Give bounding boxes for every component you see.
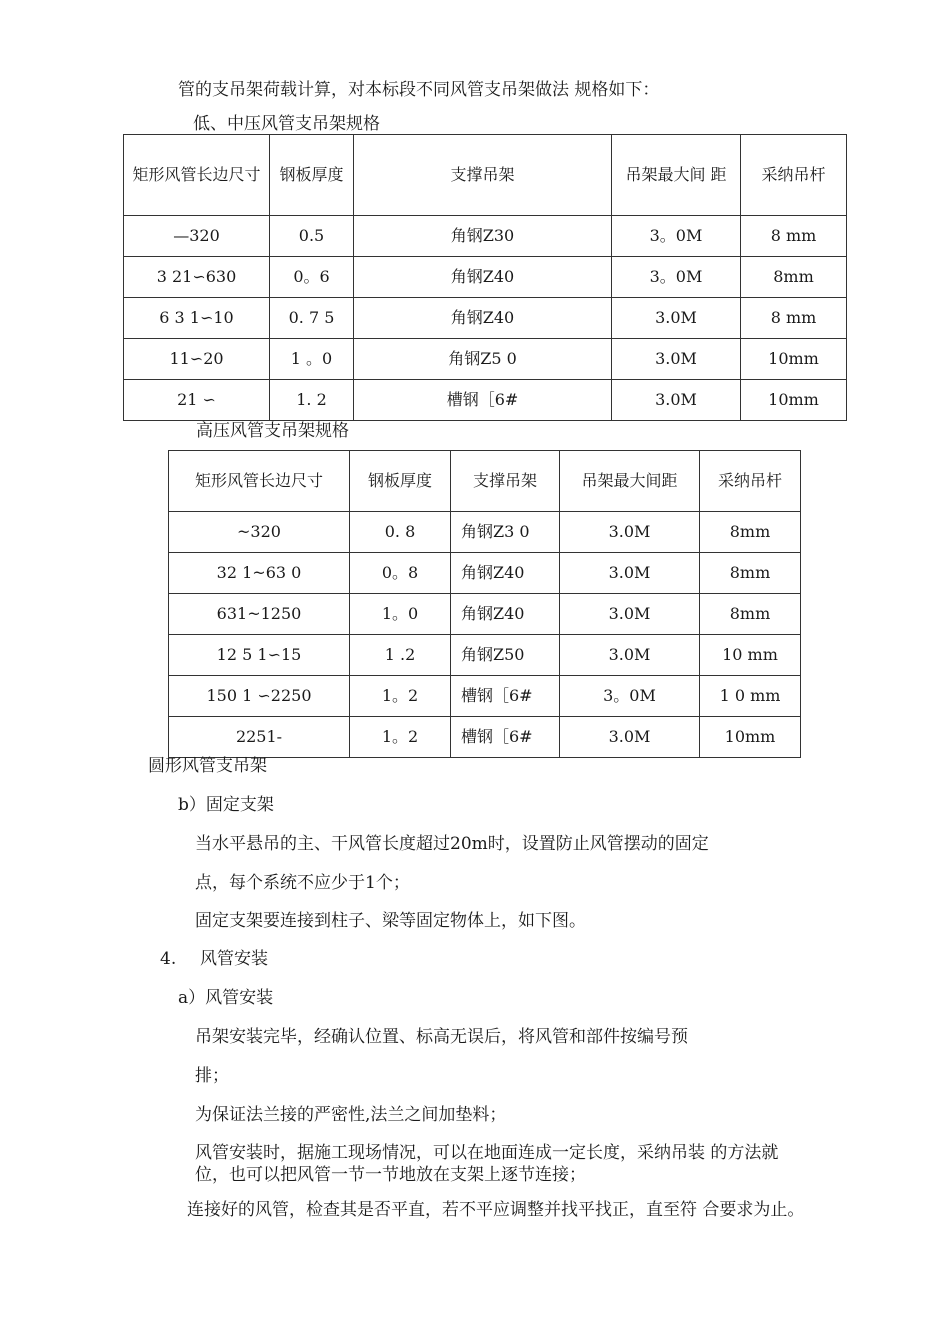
table-cell: 1. 2 — [270, 380, 354, 421]
table-cell: 6 3 1∽10 — [124, 298, 270, 339]
table-row — [124, 339, 847, 380]
table-cell: 8 mm — [741, 298, 847, 339]
table-cell: 3.0M — [612, 298, 741, 339]
table-cell: 0. 8 — [350, 512, 451, 553]
table-row — [124, 257, 847, 298]
table-cell: ~320 — [169, 512, 350, 553]
table-cell: —320 — [124, 216, 270, 257]
fixed-text-line: 固定支架要连接到柱子、梁等固定物体上，如下图。 — [195, 911, 586, 931]
table-cell: 150 1 ∽2250 — [169, 676, 350, 717]
fixed-text-line: 当水平悬吊的主、干风管长度超过20m时，设置防止风管摆动的固定 — [195, 834, 709, 854]
fixed-support-heading: b）固定支架 — [178, 795, 274, 815]
header-cell: 钢板厚度 — [350, 451, 451, 512]
table-cell: 角钢Z40 — [451, 553, 560, 594]
table-row — [124, 380, 847, 421]
table-cell: 0. 7 5 — [270, 298, 354, 339]
table-cell: 0.5 — [270, 216, 354, 257]
install-text-line: 风管安装时，据施工现场情况，可以在地面连成一定长度，采纳吊装 的方法就 — [195, 1143, 779, 1163]
table-cell: 8mm — [700, 594, 801, 635]
table-cell: 3.0M — [612, 380, 741, 421]
table-cell: 3.0M — [612, 339, 741, 380]
table-cell: 3.0M — [560, 594, 700, 635]
high-pressure-table — [168, 450, 801, 758]
table-row — [169, 512, 801, 553]
table-cell: 10mm — [741, 380, 847, 421]
table-cell: 3。0M — [612, 216, 741, 257]
table-header-row — [169, 451, 801, 512]
table-cell: 1。2 — [350, 676, 451, 717]
install-text-line: 排； — [195, 1066, 229, 1086]
table-cell: 1 0 mm — [700, 676, 801, 717]
header-cell: 矩形风管长边尺寸 — [169, 451, 350, 512]
table-cell: 8mm — [700, 512, 801, 553]
header-cell: 支撑吊架 — [354, 135, 612, 216]
table-cell: 角钢Z5 0 — [354, 339, 612, 380]
header-cell: 钢板厚度 — [270, 135, 354, 216]
header-cell: 支撑吊架 — [451, 451, 560, 512]
table-row — [169, 553, 801, 594]
install-heading: a）风管安装 — [178, 988, 274, 1008]
table-cell: 槽钢［6# — [354, 380, 612, 421]
table-cell: 631~1250 — [169, 594, 350, 635]
table-cell: 角钢Z40 — [354, 257, 612, 298]
table-cell: 11∽20 — [124, 339, 270, 380]
table-cell: 8 mm — [741, 216, 847, 257]
table-row — [169, 594, 801, 635]
low-medium-pressure-table — [123, 134, 847, 421]
table-row — [169, 635, 801, 676]
table-cell: 角钢Z3 0 — [451, 512, 560, 553]
fixed-text-line: 点，每个系统不应少于1个； — [195, 873, 410, 893]
table-cell: 12 5 1∽15 — [169, 635, 350, 676]
install-text-line: 连接好的风管，检查其是否平直，若不平应调整并找平找正，直至符 合要求为止。 — [187, 1200, 805, 1220]
table-cell: 角钢Z50 — [451, 635, 560, 676]
install-text-line: 位，也可以把风管一节一节地放在支架上逐节连接； — [195, 1165, 586, 1185]
section-number: 4. — [160, 949, 177, 969]
table-header-row — [124, 135, 847, 216]
table-cell: 10mm — [700, 717, 801, 758]
table-row — [124, 298, 847, 339]
table-cell: 3.0M — [560, 635, 700, 676]
table-cell: 8mm — [700, 553, 801, 594]
table-cell: 槽钢［6# — [451, 676, 560, 717]
round-duct-heading: 圆形风管支吊架 — [148, 756, 267, 776]
table-cell: 10 mm — [700, 635, 801, 676]
section-title: 风管安装 — [200, 949, 268, 969]
header-cell: 吊架最大间 距 — [612, 135, 741, 216]
table-cell: 1。2 — [350, 717, 451, 758]
table-cell: 槽钢［6# — [451, 717, 560, 758]
table-cell: 3 21∽630 — [124, 257, 270, 298]
table-cell: 3。0M — [612, 257, 741, 298]
header-cell: 吊架最大间距 — [560, 451, 700, 512]
table1-caption: 低、中压风管支吊架规格 — [193, 114, 380, 134]
table-cell: 21 ∽ — [124, 380, 270, 421]
table2-caption: 高压风管支吊架规格 — [196, 421, 349, 441]
table-cell: 角钢Z30 — [354, 216, 612, 257]
table-cell: 3.0M — [560, 553, 700, 594]
table-cell: 0。8 — [350, 553, 451, 594]
table-cell: 3.0M — [560, 512, 700, 553]
table-cell: 1 .2 — [350, 635, 451, 676]
install-text-line: 吊架安装完毕，经确认位置、标高无误后，将风管和部件按编号预 — [195, 1027, 688, 1047]
table-cell: 0。6 — [270, 257, 354, 298]
table-cell: 32 1~63 0 — [169, 553, 350, 594]
table-cell: 1 。0 — [270, 339, 354, 380]
table-cell: 3.0M — [560, 717, 700, 758]
table-row — [169, 717, 801, 758]
table-cell: 角钢Z40 — [354, 298, 612, 339]
table-cell: 角钢Z40 — [451, 594, 560, 635]
table-cell: 8mm — [741, 257, 847, 298]
table-row — [124, 216, 847, 257]
table-cell: 10mm — [741, 339, 847, 380]
install-text-line: 为保证法兰接的严密性,法兰之间加垫料； — [195, 1105, 507, 1125]
intro-text: 管的支吊架荷载计算，对本标段不同风管支吊架做法 规格如下： — [178, 80, 660, 100]
table-cell: 1。0 — [350, 594, 451, 635]
table-cell: 2251- — [169, 717, 350, 758]
header-cell: 矩形风管长边尺寸 — [124, 135, 270, 216]
table-cell: 3。0M — [560, 676, 700, 717]
table-row — [169, 676, 801, 717]
header-cell: 采纳吊杆 — [741, 135, 847, 216]
header-cell: 采纳吊杆 — [700, 451, 801, 512]
